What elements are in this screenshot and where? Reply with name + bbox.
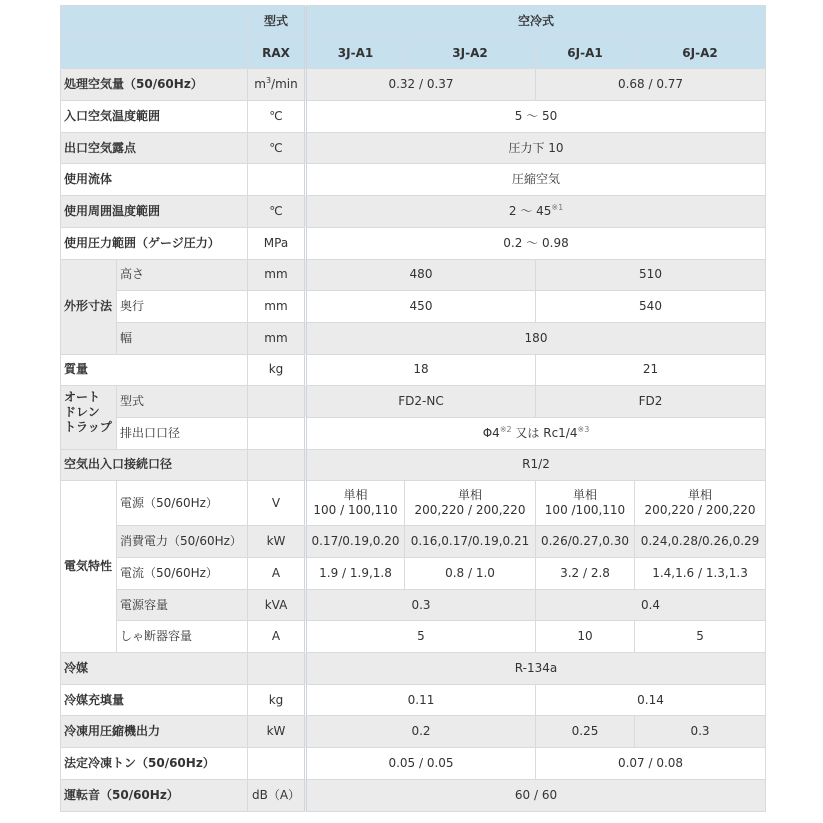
- row-refrigerant: [61, 653, 766, 685]
- unit-base: m: [254, 77, 266, 92]
- group-label-dimensions: 外形寸法: [61, 259, 117, 354]
- voltage-text: 100 / 100,110: [313, 503, 398, 518]
- value-cell: 0.16,0.17/0.19,0.21: [405, 526, 536, 558]
- value-cell: 480: [306, 259, 536, 291]
- row-outlet-dew: [61, 132, 766, 164]
- row-power-consumption: [61, 526, 766, 558]
- unit-cell: [248, 653, 306, 685]
- value-cell: [405, 481, 536, 526]
- row-label: 質量: [61, 354, 248, 386]
- row-label: 運転音（50/60Hz）: [61, 779, 248, 811]
- value-cell: 510: [536, 259, 766, 291]
- row-breaker-capacity: [61, 621, 766, 653]
- value-text: 2 ～ 45: [508, 203, 552, 218]
- value-cell: 0.17/0.19,0.20: [306, 526, 405, 558]
- drain-label-line: トラップ: [64, 420, 112, 435]
- header-row-1: [61, 6, 766, 38]
- unit-tail: /min: [271, 77, 298, 92]
- row-label: 使用周囲温度範囲: [61, 196, 248, 228]
- footnote-mark: ※2: [499, 424, 512, 434]
- unit-cell: dB（A）: [248, 779, 306, 811]
- phase-text: 単相: [572, 488, 597, 503]
- row-dim-height: [61, 259, 766, 291]
- unit-cell: [248, 386, 306, 418]
- value-cell: 0.05 / 0.05: [306, 748, 536, 780]
- value-cell: 0.4: [536, 589, 766, 621]
- unit-cell: [248, 164, 306, 196]
- row-inlet-temp: [61, 101, 766, 133]
- row-label: 処理空気量（50/60Hz）: [61, 69, 248, 101]
- value-cell: 圧縮空気: [306, 164, 766, 196]
- value-cell: 0.2: [306, 716, 536, 748]
- value-cell: R-134a: [306, 653, 766, 685]
- phase-text: 単相: [688, 488, 713, 503]
- row-noise: [61, 779, 766, 811]
- unit-cell: ℃: [248, 196, 306, 228]
- unit-cell: [248, 417, 306, 449]
- value-cell: 0.25: [536, 716, 635, 748]
- value-cell: 5: [306, 621, 536, 653]
- value-cell: R1/2: [306, 449, 766, 481]
- value-text: Φ4: [482, 425, 500, 440]
- value-cell: 0.26/0.27,0.30: [536, 526, 635, 558]
- value-cell: 450: [306, 291, 536, 323]
- header-model-label: 型式: [248, 6, 306, 38]
- unit-cell: ℃: [248, 132, 306, 164]
- spec-table: [60, 5, 766, 812]
- unit-cell: kW: [248, 716, 306, 748]
- group-label-drain: [61, 386, 117, 449]
- value-cell: 0.68 / 0.77: [536, 69, 766, 101]
- voltage-text: 200,220 / 200,220: [644, 503, 756, 518]
- footnote-mark: ※3: [577, 424, 590, 434]
- header-blank-2: [61, 37, 248, 69]
- voltage-text: 100 /100,110: [544, 503, 626, 518]
- footnote-mark: ※1: [551, 202, 564, 212]
- value-cell: [306, 481, 405, 526]
- value-cell: FD2-NC: [306, 386, 536, 418]
- row-air-connection: [61, 449, 766, 481]
- value-cell: FD2: [536, 386, 766, 418]
- header-model-3: 6J-A1: [536, 37, 635, 69]
- group-label-electrical: 電気特性: [61, 481, 117, 653]
- phase-text: 単相: [343, 488, 368, 503]
- header-model-2: 3J-A2: [405, 37, 536, 69]
- header-cooling-type: 空冷式: [306, 6, 766, 38]
- header-row-2: [61, 37, 766, 69]
- voltage-text: 200,220 / 200,220: [414, 503, 526, 518]
- row-label: 入口空気温度範囲: [61, 101, 248, 133]
- row-current: [61, 558, 766, 590]
- value-cell: 5 ～ 50: [306, 101, 766, 133]
- sub-label: 排出口口径: [117, 417, 248, 449]
- sub-label: 電源容量: [117, 589, 248, 621]
- value-cell: [306, 196, 766, 228]
- row-label: 冷凍用圧縮機出力: [61, 716, 248, 748]
- row-pressure: [61, 227, 766, 259]
- drain-label-line: ドレン: [64, 405, 100, 420]
- value-cell: 3.2 / 2.8: [536, 558, 635, 590]
- sub-label: 高さ: [117, 259, 248, 291]
- row-dim-width: [61, 322, 766, 354]
- value-cell: 0.07 / 0.08: [536, 748, 766, 780]
- row-compressor-output: [61, 716, 766, 748]
- unit-cell: kW: [248, 526, 306, 558]
- value-cell: 圧力下 10: [306, 132, 766, 164]
- row-label: 出口空気露点: [61, 132, 248, 164]
- row-mass: [61, 354, 766, 386]
- sub-label: 消費電力（50/60Hz）: [117, 526, 248, 558]
- unit-cell: MPa: [248, 227, 306, 259]
- sub-label: 型式: [117, 386, 248, 418]
- value-cell: 0.24,0.28/0.26,0.29: [635, 526, 766, 558]
- unit-cell: mm: [248, 291, 306, 323]
- sub-label: しゃ断器容量: [117, 621, 248, 653]
- value-cell: 0.8 / 1.0: [405, 558, 536, 590]
- row-label: 法定冷凍トン（50/60Hz）: [61, 748, 248, 780]
- sub-label: 幅: [117, 322, 248, 354]
- row-legal-ton: [61, 748, 766, 780]
- unit-cell: A: [248, 558, 306, 590]
- value-cell: 10: [536, 621, 635, 653]
- sub-label: 電流（50/60Hz）: [117, 558, 248, 590]
- row-ambient-temp: [61, 196, 766, 228]
- row-label: 冷媒: [61, 653, 248, 685]
- row-power-source: [61, 481, 766, 526]
- value-cell: 60 / 60: [306, 779, 766, 811]
- value-cell: 1.4,1.6 / 1.3,1.3: [635, 558, 766, 590]
- value-cell: 5: [635, 621, 766, 653]
- row-drain-outlet: [61, 417, 766, 449]
- unit-cell: [248, 69, 306, 101]
- sub-label: 奥行: [117, 291, 248, 323]
- row-air-flow: [61, 69, 766, 101]
- row-label: 使用流体: [61, 164, 248, 196]
- value-cell: 0.3: [306, 589, 536, 621]
- value-cell: 540: [536, 291, 766, 323]
- value-cell: 0.11: [306, 684, 536, 716]
- row-dim-depth: [61, 291, 766, 323]
- unit-cell: mm: [248, 322, 306, 354]
- value-cell: [536, 481, 635, 526]
- unit-cell: mm: [248, 259, 306, 291]
- header-model-4: 6J-A2: [635, 37, 766, 69]
- value-cell: 180: [306, 322, 766, 354]
- row-power-capacity: [61, 589, 766, 621]
- unit-cell: [248, 748, 306, 780]
- unit-cell: kg: [248, 684, 306, 716]
- value-cell: [306, 417, 766, 449]
- unit-superscript: 3: [265, 76, 272, 86]
- value-cell: 0.32 / 0.37: [306, 69, 536, 101]
- unit-cell: A: [248, 621, 306, 653]
- row-drain-model: [61, 386, 766, 418]
- unit-cell: ℃: [248, 101, 306, 133]
- row-label: 空気出入口接続口径: [61, 449, 248, 481]
- value-cell: 0.14: [536, 684, 766, 716]
- unit-cell: kg: [248, 354, 306, 386]
- unit-cell: [248, 449, 306, 481]
- drain-label-line: オート: [64, 390, 101, 405]
- sub-label: 電源（50/60Hz）: [117, 481, 248, 526]
- value-cell: 18: [306, 354, 536, 386]
- value-cell: 1.9 / 1.9,1.8: [306, 558, 405, 590]
- row-refrigerant-charge: [61, 684, 766, 716]
- unit-cell: kVA: [248, 589, 306, 621]
- value-text: 又は Rc1/4: [511, 425, 578, 440]
- header-model-1: 3J-A1: [306, 37, 405, 69]
- phase-text: 単相: [457, 488, 482, 503]
- unit-cell: V: [248, 481, 306, 526]
- header-series: RAX: [248, 37, 306, 69]
- value-cell: [635, 481, 766, 526]
- row-fluid: [61, 164, 766, 196]
- value-cell: 0.3: [635, 716, 766, 748]
- header-blank: [61, 6, 248, 38]
- row-label: 使用圧力範囲（ゲージ圧力）: [61, 227, 248, 259]
- value-cell: 21: [536, 354, 766, 386]
- value-cell: 0.2 ～ 0.98: [306, 227, 766, 259]
- row-label: 冷媒充填量: [61, 684, 248, 716]
